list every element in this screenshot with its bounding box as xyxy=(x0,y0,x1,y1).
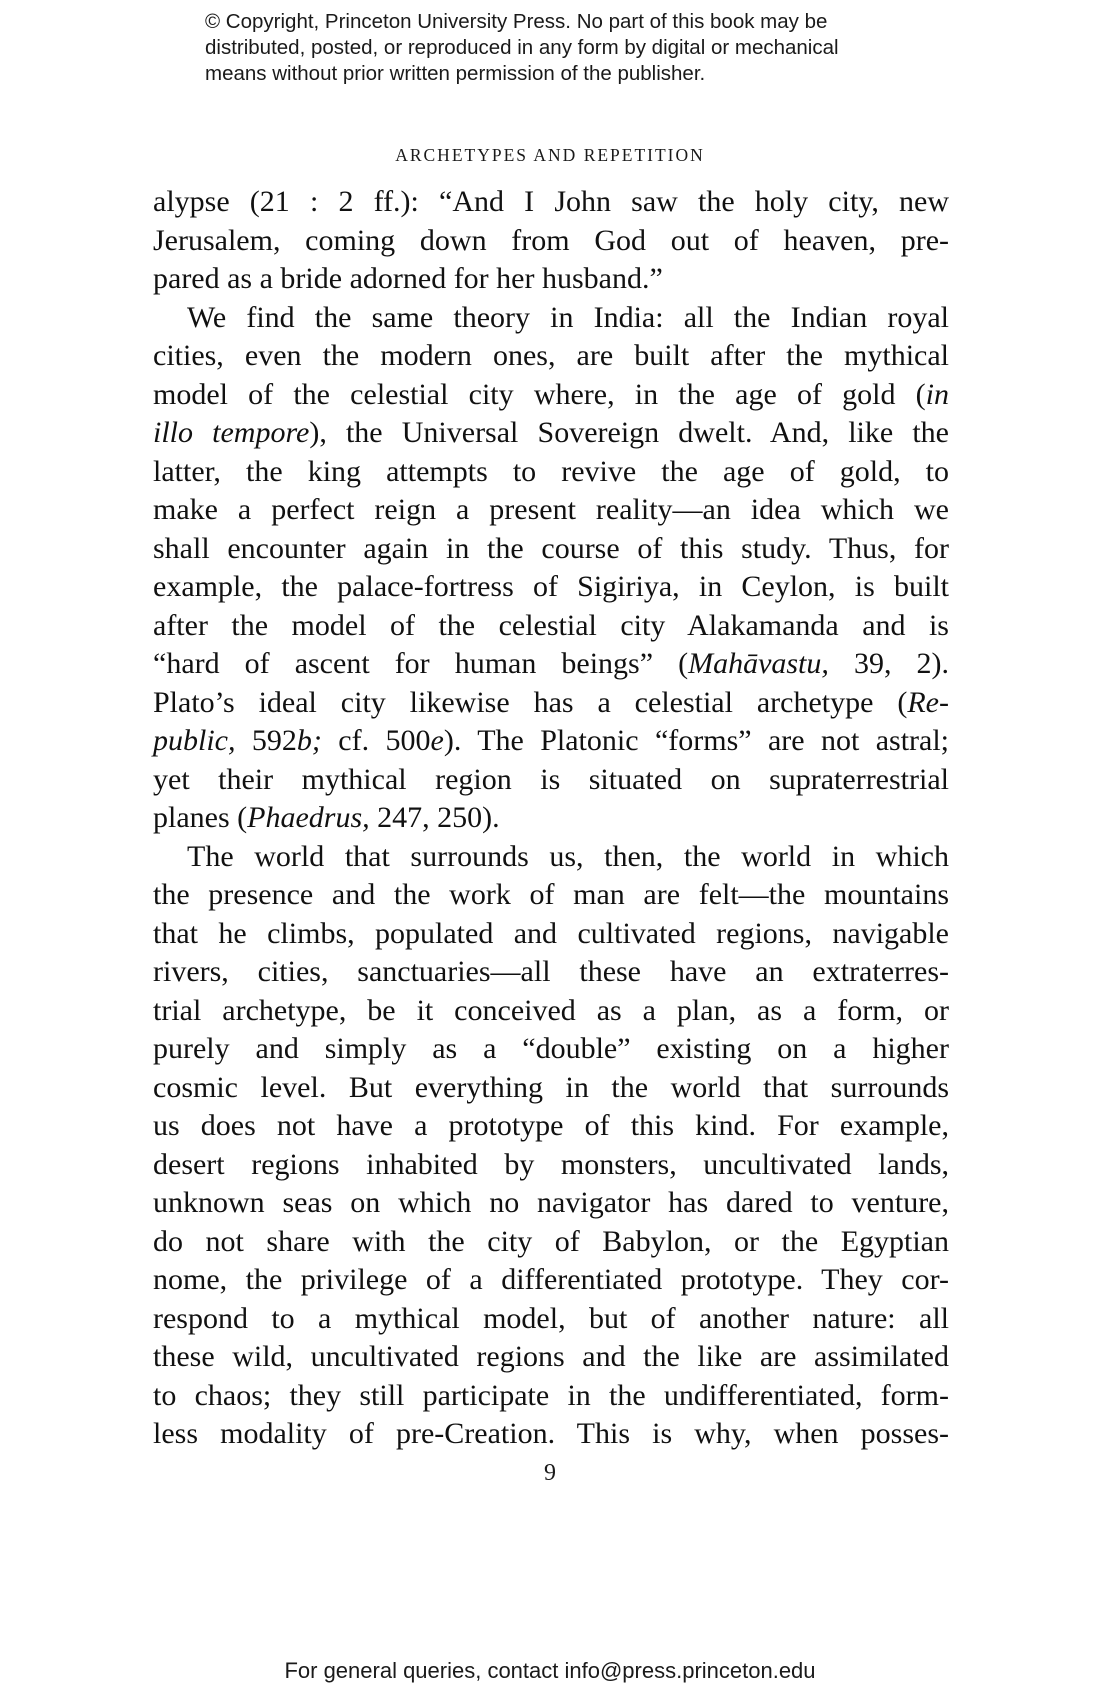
text-line: us does not have a prototype of this kind. For example, xyxy=(153,1109,949,1142)
text-run: Plato’s ideal city likewise has a celestial archetype ( xyxy=(153,685,908,719)
text-line: after the model of the celestial city Alakamanda and is xyxy=(153,608,949,642)
text-line: make a perfect reign a present reality—an idea which we xyxy=(153,493,949,526)
text-line: yet their mythical region is situated on supraterrestrial xyxy=(153,762,949,796)
italic-run: Re- xyxy=(907,685,949,719)
text-line: less modality of pre-Creation. This is why, when posses- xyxy=(153,1417,949,1450)
text-line: cities, even the modern ones, are built after the mythical xyxy=(153,339,949,372)
text-run: 592 xyxy=(235,724,297,757)
text-run: planes ( xyxy=(153,801,248,834)
italic-run: public, xyxy=(153,724,236,757)
text-line: to chaos; they still participate in the undifferentiated, form- xyxy=(153,1378,949,1412)
text-run: 247, 250). xyxy=(369,801,500,834)
italic-run: b; xyxy=(296,724,322,757)
text-run: 39, 2). xyxy=(828,647,949,680)
text-line: trial archetype, be it conceived as a plan, as a form, or xyxy=(153,993,949,1027)
text-line: cosmic level. But everything in the world that surrounds xyxy=(153,1070,949,1104)
text-run: ), the Universal Sovereign dwelt. And, like the xyxy=(309,416,949,449)
italic-run: Phaedrus, xyxy=(247,801,370,834)
text-line xyxy=(153,376,949,415)
text-line: do not share with the city of Babylon, or the Egyptian xyxy=(153,1224,949,1258)
italic-run: illo tempore xyxy=(153,416,310,449)
text-line: unknown seas on which no navigator has dared to venture, xyxy=(153,1186,949,1219)
copyright-line: distributed, posted, or reproduced in any form by digital or mechanical xyxy=(205,36,839,59)
copyright-notice xyxy=(205,9,905,87)
text-line xyxy=(153,645,949,684)
text-line: We find the same theory in India: all the Indian royal xyxy=(187,300,949,334)
page-number: 9 xyxy=(544,1460,556,1486)
body-text xyxy=(153,183,949,1454)
text-run: ). The Platonic “forms” are not astral; xyxy=(443,724,950,757)
text-line xyxy=(153,414,949,453)
text-line: nome, the privilege of a differentiated prototype. They cor- xyxy=(153,1263,949,1296)
text-line: example, the palace-fortress of Sigiriya, in Ceylon, is built xyxy=(153,570,949,603)
text-line: shall encounter again in the course of this study. Thus, for xyxy=(153,531,949,565)
text-line: latter, the king attempts to revive the age of gold, to xyxy=(153,454,949,488)
text-line: these wild, uncultivated regions and the like are assimilated xyxy=(153,1340,949,1373)
text-run: “hard of ascent for human beings” ( xyxy=(153,647,689,680)
text-line: that he climbs, populated and cultivated regions, navigable xyxy=(153,916,949,950)
copyright-line: means without prior written permission of the publisher. xyxy=(205,62,706,85)
copyright-line: © Copyright, Princeton University Press. No part of this book may be xyxy=(205,10,828,33)
text-line: The world that surrounds us, then, the world in which xyxy=(187,839,949,873)
footer-contact: For general queries, contact info@press.princeton.edu xyxy=(284,1658,816,1683)
text-line xyxy=(153,722,949,761)
text-line: rivers, cities, sanctuaries—all these have an extraterres- xyxy=(153,955,949,988)
text-line: respond to a mythical model, but of another nature: all xyxy=(153,1301,949,1335)
text-line xyxy=(153,684,949,723)
text-line: Jerusalem, coming down from God out of heaven, pre- xyxy=(153,223,949,257)
text-line xyxy=(153,799,949,838)
italic-run: in xyxy=(925,377,949,411)
text-line: purely and simply as a “double” existing on a higher xyxy=(153,1032,949,1065)
running-head: ARCHETYPES AND REPETITION xyxy=(395,145,705,165)
italic-run: e xyxy=(430,724,444,757)
italic-run: Mahāvastu, xyxy=(688,647,829,680)
text-line: the presence and the work of man are felt—the mountains xyxy=(153,878,949,911)
text-line: alypse (21 : 2 ff.): “And I John saw the holy city, new xyxy=(153,185,949,218)
text-line: pared as a bride adorned for her husband.” xyxy=(153,262,663,295)
text-line: desert regions inhabited by monsters, uncultivated lands, xyxy=(153,1147,949,1181)
text-run: cf. 500 xyxy=(321,724,431,757)
text-run: model of the celestial city where, in the age of gold ( xyxy=(153,377,926,411)
